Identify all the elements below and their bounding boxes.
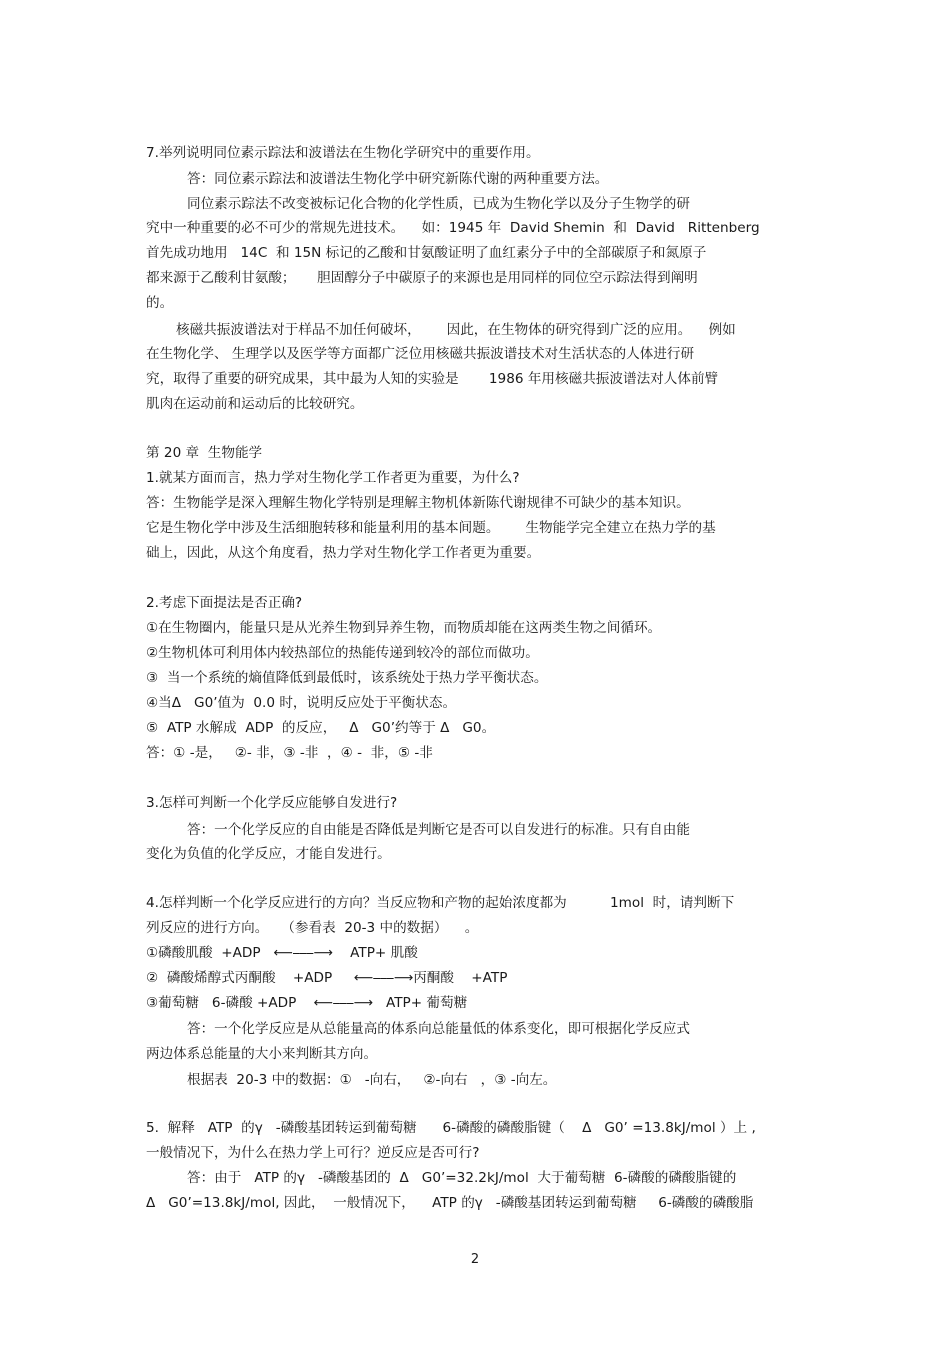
paragraph-line: 同位素示踪法不改变被标记化合物的化学性质，已成为生物化学以及分子生物学的研 (187, 196, 690, 212)
statement-item: ⑤ ATP 水解成 ADP 的反应， Δ G0’约等于 Δ G0。 (146, 720, 496, 736)
answer-line: 答：一个化学反应的自由能是否降低是判断它是否可以自发进行的标准。只有自由能 (187, 822, 690, 838)
page-number: 2 (470, 1252, 480, 1267)
paragraph-line: 的。 (146, 295, 174, 311)
question-7-heading: 7.举列说明同位素示踪法和波谱法在生物化学研究中的重要作用。 (146, 145, 540, 161)
paragraph-line: 究，取得了重要的研究成果，其中最为人知的实验是 1986 年用核磁共振波谱法对人体前臂 (146, 371, 719, 387)
question-3-heading: 3.怎样可判断一个化学反应能够自发进行? (146, 795, 398, 811)
answer-line: 两边体系总能量的大小来判断其方向。 (146, 1046, 378, 1062)
answer-line: 答：① -是， ②- 非，③ -非 ，④ - 非，⑤ -非 (146, 745, 433, 761)
answer-line: 答：生物能学是深入理解生物化学特别是理解主物机体新陈代谢规律不可缺少的基本知识。 (146, 495, 690, 511)
answer-line: 答：同位素示踪法和波谱法生物化学中研究新陈代谢的两种重要方法。 (187, 171, 609, 187)
question-2-heading: 2.考虑下面提法是否正确? (146, 595, 303, 611)
answer-line: 它是生物化学中涉及生活细胞转移和能量利用的基本间题。 生物能学完全建立在热力学的基 (146, 520, 716, 536)
answer-line: Δ G0’=13.8kJ/mol, 因此， 一般情况下， ATP 的γ -磷酸基团转运到葡萄糖 6-磷酸的磷酸脂 (146, 1195, 754, 1211)
answer-line: 答：一个化学反应是从总能量高的体系向总能量低的体系变化，即可根据化学反应式 (187, 1021, 690, 1037)
statement-item: ④当Δ G0’值为 0.0 时，说明反应处于平衡状态。 (146, 695, 457, 711)
statement-item: ①在生物圈内，能量只是从光养生物到异养生物，而物质却能在这两类生物之间循环。 (146, 620, 662, 636)
question-4-heading: 4.怎样判断一个化学反应进行的方向？当反应物和产物的起始浓度都为 1mol 时，请判断下 (146, 895, 735, 911)
answer-line: 变化为负值的化学反应，才能自发进行。 (146, 846, 391, 862)
paragraph-line: 都来源于乙酸利甘氨酸； 胆固醇分子中碳原子的来源也是用同样的同位空示踪法得到阐明 (146, 270, 698, 286)
question-5-heading: 5. 解释 ATP 的γ -磷酸基团转运到葡萄糖 6-磷酸的磷酸脂键（ Δ G0’ =13.8kJ/mol ）上 , (146, 1120, 756, 1136)
question-4-heading: 列反应的进行方向。 （参看表 20-3 中的数据） 。 (146, 920, 479, 936)
reaction-item: ③葡萄糖 6-磷酸 +ADP ⟵⎯⎯⎯⟶ ATP+ 葡萄糖 (146, 995, 468, 1011)
answer-line: 础上，因此，从这个角度看，热力学对生物化学工作者更为重要。 (146, 545, 541, 561)
answer-line: 根据表 20-3 中的数据：① -向右， ②-向右 ，③ -向左。 (187, 1072, 557, 1088)
reaction-item: ①磷酸肌酸 +ADP ⟵⎯⎯⎯⟶ ATP+ 肌酸 (146, 945, 418, 961)
paragraph-line: 肌肉在运动前和运动后的比较研究。 (146, 396, 364, 412)
question-1-heading: 1.就某方面而言，热力学对生物化学工作者更为重要，为什么? (146, 470, 520, 486)
paragraph-line: 核磁共振波谱法对于样品不加任何破坏， 因此，在生物体的研究得到广泛的应用。 例如 (176, 322, 736, 338)
statement-item: ③ 当一个系统的熵值降低到最低时，该系统处于热力学平衡状态。 (146, 670, 548, 686)
statement-item: ②生物机体可利用体内较热部位的热能传递到较冷的部位而做功。 (146, 645, 539, 661)
paragraph-line: 首先成功地用 14C 和 15N 标记的乙酸和甘氨酸证明了血红素分子中的全部碳原子和氮原子 (146, 245, 707, 261)
question-5-heading: 一般情况下，为什么在热力学上可行？逆反应是否可行? (146, 1145, 480, 1161)
paragraph-line: 究中一种重要的必不可少的常规先进技术。 如：1945 年 David Shemin 和 David Rittenberg (146, 220, 760, 236)
paragraph-line: 在生物化学、 生理学以及医学等方面都广泛位用核磁共振波谱技术对生活状态的人体进行研 (146, 346, 695, 362)
reaction-item: ② 磷酸烯醇式丙酮酸 +ADP ⟵⎯⎯⎯⟶丙酮酸 +ATP (146, 970, 508, 986)
chapter-title: 第 20 章 生物能学 (146, 445, 263, 461)
answer-line: 答：由于 ATP 的γ -磷酸基团的 Δ G0’=32.2kJ/mol 大于葡萄糖 6-磷酸的磷酸脂键的 (187, 1170, 737, 1186)
